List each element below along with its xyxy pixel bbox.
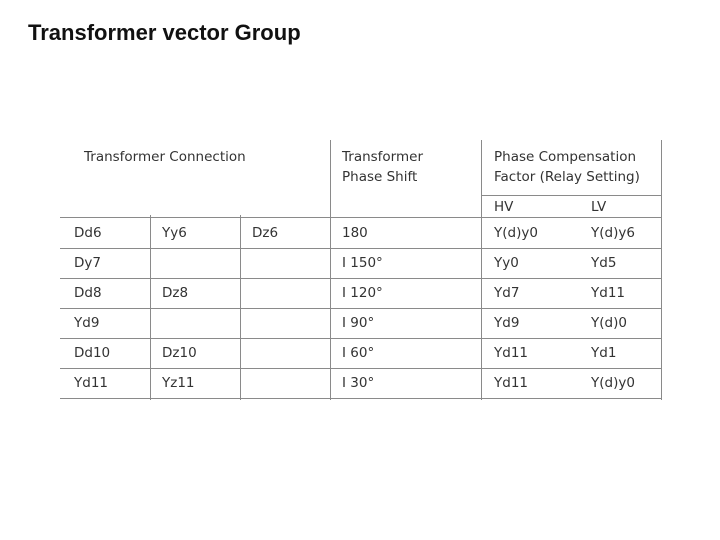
- cell-phase-shift: I 120°: [342, 285, 383, 301]
- cell-hv: Yd11: [494, 375, 528, 391]
- cell-connection-2: Yy6: [162, 225, 187, 241]
- cell-hv: Yd7: [494, 285, 520, 301]
- cell-hv: Y(d)y0: [494, 225, 538, 241]
- row-divider: [60, 398, 662, 399]
- row-divider: [60, 368, 662, 369]
- row-divider: [60, 248, 662, 249]
- page-title: Transformer vector Group: [28, 20, 301, 45]
- cell-hv: Yy0: [494, 255, 519, 271]
- cell-connection-2: Yz11: [162, 375, 195, 391]
- row-divider: [60, 308, 662, 309]
- cell-hv: Yd11: [494, 345, 528, 361]
- cell-connection-1: Dy7: [74, 255, 101, 271]
- cell-phase-shift: I 30°: [342, 375, 375, 391]
- cell-connection-1: Dd10: [74, 345, 111, 361]
- cell-hv: Yd9: [494, 315, 520, 331]
- cell-lv: Yd11: [591, 285, 625, 301]
- cell-phase-shift: 180: [342, 225, 368, 241]
- column-divider: [481, 140, 482, 400]
- cell-lv: Y(d)0: [591, 315, 627, 331]
- header-compensation-line2: Factor (Relay Setting): [494, 169, 640, 185]
- cell-phase-shift: I 90°: [342, 315, 375, 331]
- cell-connection-2: Dz8: [162, 285, 189, 301]
- row-divider: [60, 217, 662, 218]
- cell-phase-shift: I 150°: [342, 255, 383, 271]
- row-divider: [482, 195, 662, 196]
- header-hv: HV: [494, 199, 514, 215]
- cell-connection-1: Dd8: [74, 285, 102, 301]
- header-phase-shift-line2: Phase Shift: [342, 169, 418, 185]
- cell-connection-1: Dd6: [74, 225, 102, 241]
- cell-connection-2: Dz10: [162, 345, 197, 361]
- column-divider: [661, 140, 662, 400]
- row-divider: [60, 338, 662, 339]
- cell-phase-shift: I 60°: [342, 345, 375, 361]
- cell-lv: Yd5: [591, 255, 617, 271]
- cell-lv: Yd1: [591, 345, 617, 361]
- row-divider: [60, 278, 662, 279]
- cell-lv: Y(d)y6: [591, 225, 635, 241]
- cell-connection-1: Yd11: [74, 375, 108, 391]
- cell-connection-1: Yd9: [74, 315, 100, 331]
- header-phase-shift-line1: Transformer: [342, 149, 424, 165]
- vector-group-table: [60, 140, 662, 400]
- column-divider: [330, 140, 331, 400]
- cell-lv: Y(d)y0: [591, 375, 635, 391]
- header-compensation-line1: Phase Compensation: [494, 149, 637, 165]
- cell-connection-3: Dz6: [252, 225, 279, 241]
- header-lv: LV: [591, 199, 607, 215]
- header-connection: Transformer Connection: [84, 149, 246, 165]
